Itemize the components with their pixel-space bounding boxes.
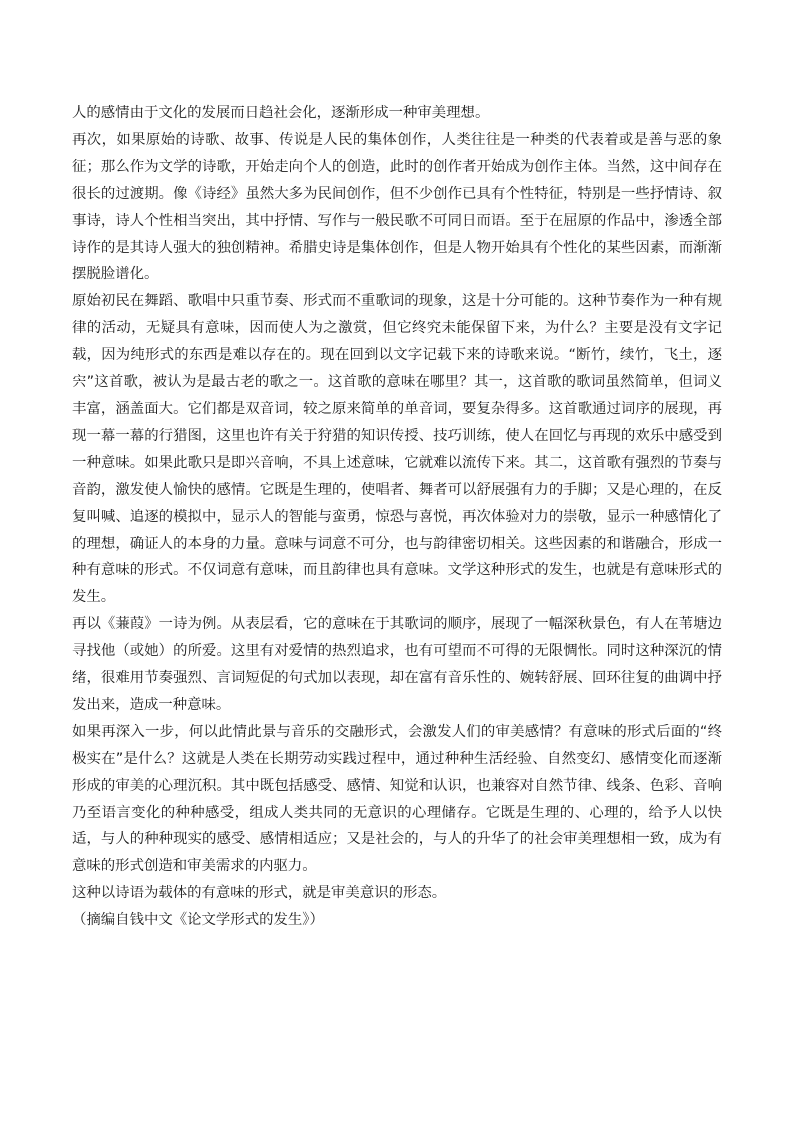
paragraph-2: 再次，如果原始的诗歌、故事、传说是人民的集体创作，人类往往是一种类的代表着或是善与恶的象征；那么作为文学的诗歌，开始走向个人的创造，此时的创作者开始成为创作主体。当然，这中间存在很长的过渡期。像《诗经》虽然大多为民间创作，但不少创作已具有个性特征，特别是一些抒情诗、叙事诗，诗人个性相当突出，其中抒情、写作与一般民歌不可同日而语。至于在屈原的作品中，渗透全部诗作的是其诗人强大的独创精神。希腊史诗是集体创作，但是人物开始具有个性化的某些因素，而渐渐摆脱脸谱化。 [72,131,722,283]
paragraph-4: 再以《蒹葭》一诗为例。从表层看，它的意味在于其歌词的顺序，展现了一幅深秋景色，有人在苇塘边寻找他（或她）的所爱。这里有对爱情的热烈追求，也有可望而不可得的无限惆怅。同时这种深沉的情绪，很难用节奏强烈、言词短促的句式加以表现，却在富有音乐性的、婉转舒展、回环往复的曲调中抒发出来，造成一种意味。 [72,616,722,713]
paragraph-5: 如果再深入一步，何以此情此景与音乐的交融形式，会激发人们的审美感情？有意味的形式后面的“终极实在”是什么？这就是人类在长期劳动实践过程中，通过种种生活经验、自然变幻、感情变化而逐渐形成的审美的心理沉积。其中既包括感受、感情、知觉和认识，也兼容对自然节律、线条、色彩、音响乃至语言变化的种种感受，组成人类共同的无意识的心理储存。它既是生理的、心理的，给予人以快适，与人的种种现实的感受、感情相适应；又是社会的，与人的升华了的社会审美理想相一致，成为有意味的形式创造和审美需求的内驱力。 [72,723,722,875]
paragraph-1: 人的感情由于文化的发展而日趋社会化，逐渐形成一种审美理想。 [72,105,490,121]
paragraph-3: 原始初民在舞蹈、歌唱中只重节奏、形式而不重歌词的现象，这是十分可能的。这种节奏作为一种有规律的活动，无疑具有意味，因而使人为之激赏，但它终究未能保留下来，为什么？主要是没有文字记载，因为纯形式的东西是难以存在的。现在回到以文字记载下来的诗歌来说。“断竹，续竹，飞土，逐宍”这首歌，被认为是最古老的歌之一。这首歌的意味在哪里？其一，这首歌的歌词虽然简单，但词义丰富，涵盖面大。它们都是双音词，较之原来简单的单音词，要复杂得多。这首歌通过词序的展现，再现一幕一幕的行猎图，这里也许有关于狩猎的知识传授、技巧训练，使人在回忆与再现的欢乐中感受到一种意味。如果此歌只是即兴音响，不具上述意味，它就难以流传下来。其二，这首歌有强烈的节奏与音韵，激发使人愉快的感情。它既是生理的，使唱者、舞者可以舒展强有力的手脚；又是心理的，在反复叫喊、追逐的模拟中，显示人的智能与蛮勇，惊恐与喜悦，再次体验对力的崇敬，显示一种感情化了的理想，确证人的本身的力量。意味与词意不可分，也与韵律密切相关。这些因素的和谐融合，形成一种有意味的形式。不仅词意有意味，而且韵律也具有意味。文学这种形式的发生，也就是有意味形式的发生。 [72,293,722,606]
paragraph-6: 这种以诗语为载体的有意味的形式，就是审美意识的形态。 [72,885,447,902]
source-citation: （摘编自钱中文《论文学形式的发生》） [72,912,324,929]
article-body [72,100,722,934]
